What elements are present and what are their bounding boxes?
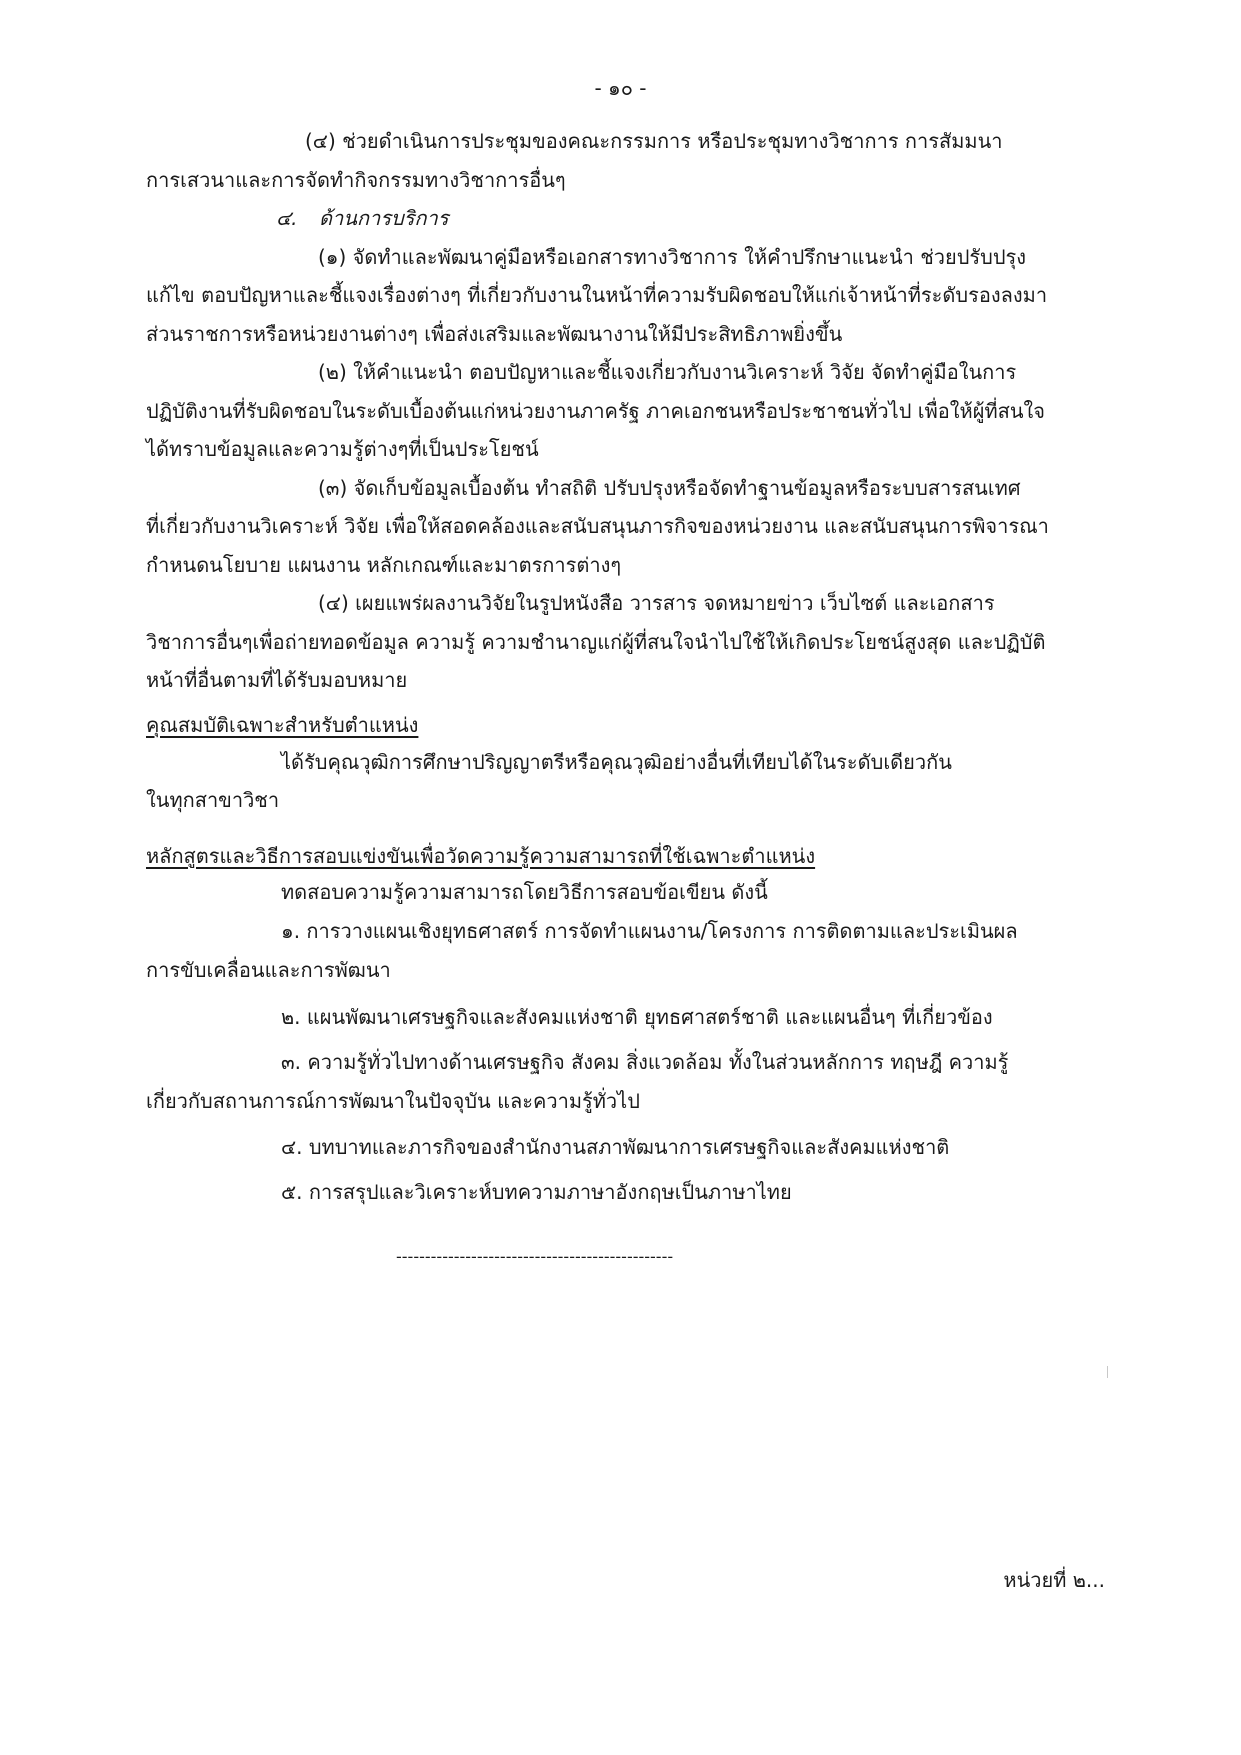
list-item: ๓. ความรู้ทั่วไปทางด้านเศรษฐกิจ สังคม สิ่งแวดล้อม ทั้งในส่วนหลักการ ทฤษฎี ความรู้ [281, 1050, 1009, 1074]
scan-speck [1107, 1366, 1108, 1378]
end-divider: ------------------------------------------------ [396, 1247, 674, 1266]
list-item: ๔. บทบาทและภารกิจของสำนักงานสภาพัฒนาการเศรษฐกิจและสังคมแห่งชาติ [281, 1135, 950, 1159]
qualifications-heading: คุณสมบัติเฉพาะสำหรับตำแหน่ง [146, 713, 419, 737]
paragraph-line: ในทุกสาขาวิชา [146, 788, 280, 812]
curriculum-intro: ทดสอบความรู้ความสามารถโดยวิธีการสอบข้อเขียน ดังนี้ [281, 880, 768, 904]
paragraph-line: ปฏิบัติงานที่รับผิดชอบในระดับเบื้องต้นแก่หน่วยงานภาครัฐ ภาคเอกชนหรือประชาชนทั่วไป เพื่อให้ผู้ที่สนใจ [146, 399, 1045, 423]
list-item: การขับเคลื่อนและการพัฒนา [146, 958, 391, 982]
list-item: ๒. แผนพัฒนาเศรษฐกิจและสังคมแห่งชาติ ยุทธศาสตร์ชาติ และแผนอื่นๆ ที่เกี่ยวข้อง [281, 1005, 993, 1029]
page-number: - ๑๐ - [594, 76, 647, 100]
paragraph-line: การเสวนาและการจัดทำกิจกรรมทางวิชาการอื่นๆ [146, 168, 566, 192]
paragraph-line: กำหนดนโยบาย แผนงาน หลักเกณฑ์และมาตรการต่างๆ [146, 553, 622, 577]
paragraph-line: วิชาการอื่นๆเพื่อถ่ายทอดข้อมูล ความรู้ ความชำนาญแก่ผู้ที่สนใจนำไปใช้ให้เกิดประโยชน์สูงสุด และปฏิบัติ [146, 630, 1046, 654]
list-item: เกี่ยวกับสถานการณ์การพัฒนาในปัจจุบัน และความรู้ทั่วไป [146, 1089, 640, 1113]
paragraph-line: แก้ไข ตอบปัญหาและชี้แจงเรื่องต่างๆ ที่เกี่ยวกับงานในหน้าที่ความรับผิดชอบให้แก่เจ้าหน้าที่ระดับรองลงมา [146, 283, 1048, 307]
paragraph-line: ได้รับคุณวุฒิการศึกษาปริญญาตรีหรือคุณวุฒิอย่างอื่นที่เทียบได้ในระดับเดียวกัน [281, 750, 952, 774]
paragraph-line: (๓) จัดเก็บข้อมูลเบื้องต้น ทำสถิติ ปรับปรุงหรือจัดทำฐานข้อมูลหรือระบบสารสนเทศ [318, 476, 1021, 500]
paragraph-line: ส่วนราชการหรือหน่วยงานต่างๆ เพื่อส่งเสริมและพัฒนางานให้มีประสิทธิภาพยิ่งขึ้น [146, 322, 843, 346]
paragraph-line: (๑) จัดทำและพัฒนาคู่มือหรือเอกสารทางวิชาการ ให้คำปรึกษาแนะนำ ช่วยปรับปรุง [318, 245, 1027, 269]
paragraph-line: (๔) ช่วยดำเนินการประชุมของคณะกรรมการ หรือประชุมทางวิชาการ การสัมมนา [305, 129, 1003, 153]
paragraph-line: (๒) ให้คำแนะนำ ตอบปัญหาและชี้แจงเกี่ยวกับงานวิเคราะห์ วิจัย จัดทำคู่มือในการ [318, 360, 1017, 384]
curriculum-heading: หลักสูตรและวิธีการสอบแข่งขันเพื่อวัดความรู้ความสามารถที่ใช้เฉพาะตำแหน่ง [146, 844, 816, 868]
paragraph-line: (๔) เผยแพร่ผลงานวิจัยในรูปหนังสือ วารสาร จดหมายข่าว เว็บไซต์ และเอกสาร [318, 591, 995, 615]
section-number: ๔. [276, 206, 298, 230]
continuation-note: หน่วยที่ ๒... [1003, 1568, 1105, 1592]
list-item: ๑. การวางแผนเชิงยุทธศาสตร์ การจัดทำแผนงาน/โครงการ การติดตามและประเมินผล [281, 919, 1018, 943]
paragraph-line: หน้าที่อื่นตามที่ได้รับมอบหมาย [146, 668, 408, 692]
list-item: ๕. การสรุปและวิเคราะห์บทความภาษาอังกฤษเป็นภาษาไทย [281, 1180, 792, 1204]
section-title: ด้านการบริการ [319, 206, 449, 230]
paragraph-line: ได้ทราบข้อมูลและความรู้ต่างๆที่เป็นประโยชน์ [146, 437, 539, 461]
paragraph-line: ที่เกี่ยวกับงานวิเคราะห์ วิจัย เพื่อให้สอดคล้องและสนับสนุนภารกิจของหน่วยงาน และสนับสนุนการพิจารณา [146, 514, 1049, 538]
